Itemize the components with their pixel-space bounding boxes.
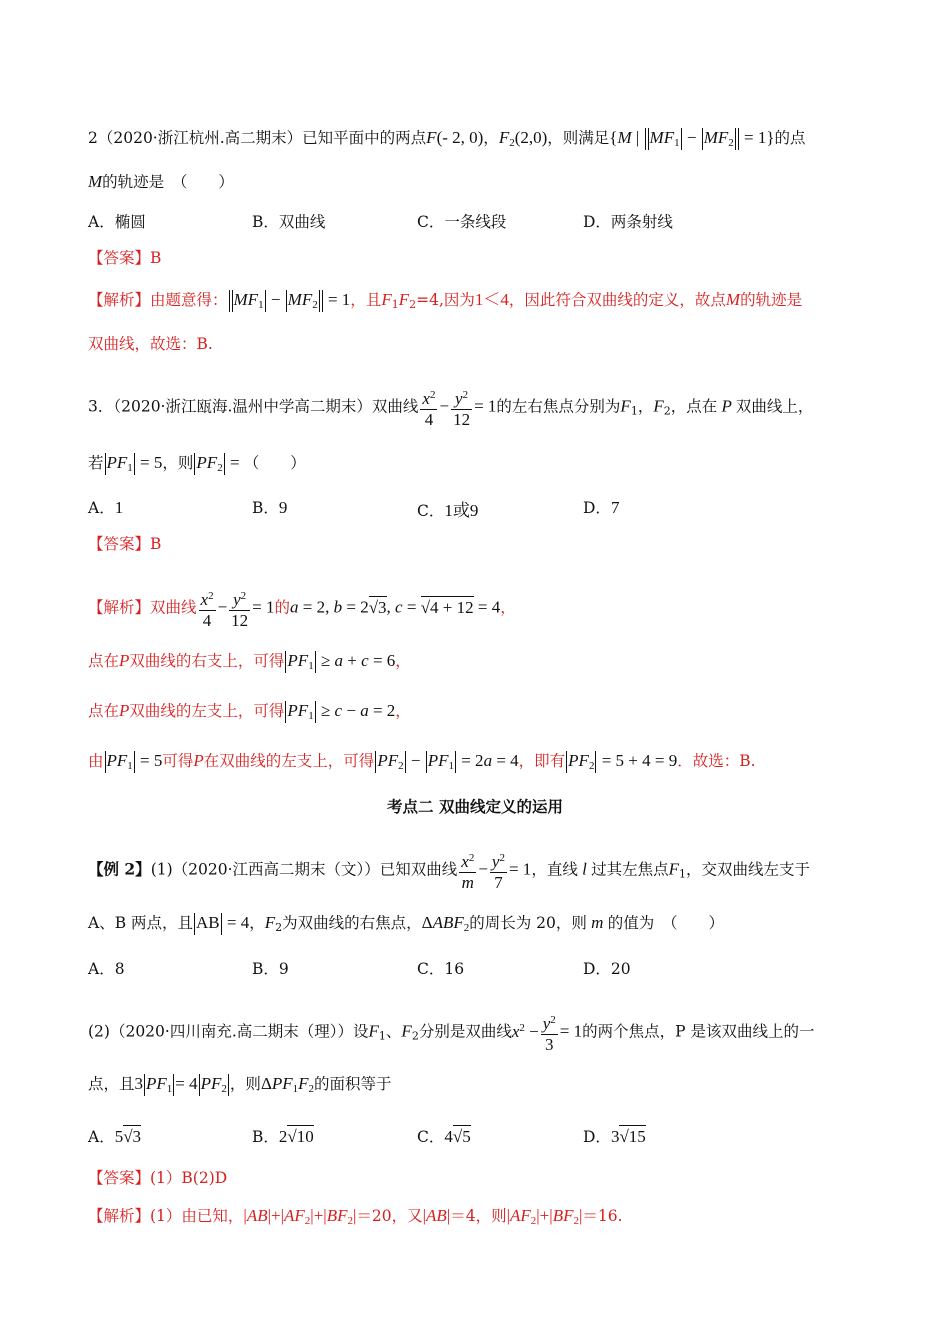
q2-line1-text-d: 的点 bbox=[774, 129, 806, 147]
ex2-option-d2: D．3√15 bbox=[583, 1127, 646, 1146]
q2-option-d: D．两条射线 bbox=[583, 213, 673, 231]
ex2-option-b: B．9 bbox=[252, 960, 289, 978]
q3-option-a: A．1 bbox=[88, 498, 124, 517]
q3-analysis-line3: 点在P双曲线的左支上，可得 $PF_1 \ge c - a = 2$， bbox=[88, 701, 411, 722]
q3-frac-y2-12: $\frac{y^2}{12}$ bbox=[451, 385, 472, 430]
q2-line2-text: 的轨迹是 （ ） bbox=[102, 173, 234, 191]
q3-line1-text-d: ，点在 bbox=[670, 397, 718, 416]
q3-analysis-params: a = 2, b = 2√3, c = √4 + 12 = 4 bbox=[290, 597, 501, 617]
q3-line2: 若 $PF_1 = 5$，则 $PF_2$ = （ ） bbox=[88, 453, 306, 474]
ex2-line2: A、B 两点，且 AB = 4，$F_2$为双曲线的右焦点，$\Delta ABF_2$的周长为 20，则 m 的值为 （ ） bbox=[88, 913, 724, 934]
q3-line2-text-c: （ ） bbox=[243, 454, 306, 472]
q3-answer: 【答案】B bbox=[88, 535, 162, 553]
q2-option-b: B．双曲线 bbox=[252, 213, 326, 231]
q2-answer: 【答案】B bbox=[88, 249, 162, 267]
ex2-analysis: 【解析】(1）由已知，$|AB|+|AF_2|+|BF_2|=20$，又|AB|＝4，则$|AF_2|+|BF_2|=16$. bbox=[88, 1206, 623, 1227]
q2-analysis-f1f2: F bbox=[381, 290, 392, 309]
q2-analysis-text-c: ，因此符合双曲线的定义，故点 bbox=[508, 291, 726, 309]
q3-analysis-line4: 由 $PF_1 = 5$可得P在双曲线的左支上，可得 $PF_2 - PF_1 = 2a = 4$，即有 $PF_2 = 5 + 4 = 9$．故选：B. bbox=[88, 751, 756, 772]
q3-analysis-line2: 点在P双曲线的右支上，可得 $PF_1 \ge a + c = 6$， bbox=[88, 651, 411, 672]
ex2-option-d: D．20 bbox=[583, 960, 631, 978]
q2-line1-text-a: 2（2020·浙江杭州.高二期末）已知平面中的两点 bbox=[88, 129, 427, 147]
ex2-option-a: A．8 bbox=[88, 960, 125, 978]
q3-line2-text-b: ，则 bbox=[162, 454, 194, 472]
q3-option-c: C．1或9 bbox=[417, 501, 479, 520]
ex2-label: 【例 2】 bbox=[88, 859, 151, 879]
q3-frac-x2-4: $\frac{x^2}{4}$ bbox=[420, 385, 437, 430]
ex2-option-a2: A．5√3 bbox=[88, 1127, 142, 1146]
q2-option-c: C．一条线段 bbox=[417, 213, 507, 231]
q2-analysis-line1: 【解析】由题意得： $MF_1 - MF_2 = 1$，且$F_1F_2=4$,因为1＜4，因此符合双曲线的定义，故点M的轨迹是 bbox=[88, 290, 803, 311]
q3-line1-text-c: ， bbox=[637, 397, 654, 416]
q3-analysis-of: 的 bbox=[274, 598, 291, 617]
q2-analysis-expr1: $MF_1 - MF_2 = 1$ bbox=[228, 290, 351, 309]
q3-line1: 3．（2020·浙江瓯海.温州中学高二期末）双曲线 $\frac{x^2}{4}$ − $\frac{y^2}{12}$ = 1的左右焦点分别为$F_1$，$F_2$，点在 P 双曲线上， bbox=[88, 385, 813, 430]
q2-line1 bbox=[88, 127, 806, 154]
q2-var-m: M bbox=[88, 172, 103, 191]
q3-option-d: D．7 bbox=[583, 498, 620, 517]
q3-line1-text-e: 双曲线上， bbox=[735, 397, 814, 416]
q2-line1-text-c: ，则满足 bbox=[547, 129, 610, 147]
ex2-line1: 【例 2】(1)（2020·江西高二期末（文））已知双曲线 $\frac{x^2}{m}$ − $\frac{y^2}{7}$ = 1，直线 l 过其左焦点$F_1$，交双曲线左支于 bbox=[88, 848, 810, 893]
q3-analysis-line1: 【解析】双曲线 $\frac{x^2}{4}$ − $\frac{y^2}{12}$ = 1的a = 2, b = 2√3, c = √4 + 12 = 4， bbox=[88, 586, 516, 631]
q3-line2-text-a: 若 bbox=[88, 454, 104, 472]
ex2-option-c2: C．4√5 bbox=[417, 1127, 471, 1146]
q3-line1-text-b: 的左右焦点分别为 bbox=[496, 397, 621, 416]
q2-analysis-text-a: ，且 bbox=[350, 291, 382, 309]
q2-analysis-text-d: 的轨迹是 bbox=[740, 291, 803, 309]
q2-point-f2: $F_2(2,0)$ bbox=[498, 128, 548, 149]
q2-line2 bbox=[88, 171, 234, 193]
ex2-option-c: C．16 bbox=[417, 960, 465, 978]
q3-line1-text-a: 3．（2020·浙江瓯海.温州中学高二期末）双曲线 bbox=[88, 397, 419, 416]
q3-analysis-label: 【解析】双曲线 bbox=[88, 598, 197, 617]
q2-set-expression: {M | $MF_1 - MF_2 = 1$} bbox=[609, 128, 775, 149]
q2-option-a: A．椭圆 bbox=[88, 213, 146, 231]
ex2-option-b2: B．2√10 bbox=[252, 1127, 314, 1146]
ex2-answer: 【答案】(1）B(2)D bbox=[88, 1169, 228, 1187]
section-title: 考点二 双曲线定义的运用 bbox=[387, 797, 563, 816]
q2-analysis-text-b: =4,因为 bbox=[416, 291, 475, 309]
q2-point-f1: F(- 2, 0) bbox=[426, 128, 484, 147]
q2-analysis-label: 【解析】由题意得： bbox=[88, 291, 228, 309]
ex2-part2-line2: 点，且3 $PF_1 = 4$ $PF_2$ ，则$\Delta PF_1F_2$的面积等于 bbox=[88, 1074, 392, 1095]
q2-analysis-line2: 双曲线，故选：B. bbox=[88, 335, 213, 353]
q2-line1-text-b: ， bbox=[483, 129, 499, 147]
ex2-part2-line1: (2)（2020·四川南充.高二期末（理））设$F_1$、$F_2$分别是双曲线$x^2$ − $\frac{y^2}{3}$ = 1的两个焦点，P 是该双曲线上的一 bbox=[88, 1010, 814, 1055]
q3-option-b: B．9 bbox=[252, 498, 288, 517]
q2-analysis-ineq: 1＜4 bbox=[474, 290, 509, 309]
